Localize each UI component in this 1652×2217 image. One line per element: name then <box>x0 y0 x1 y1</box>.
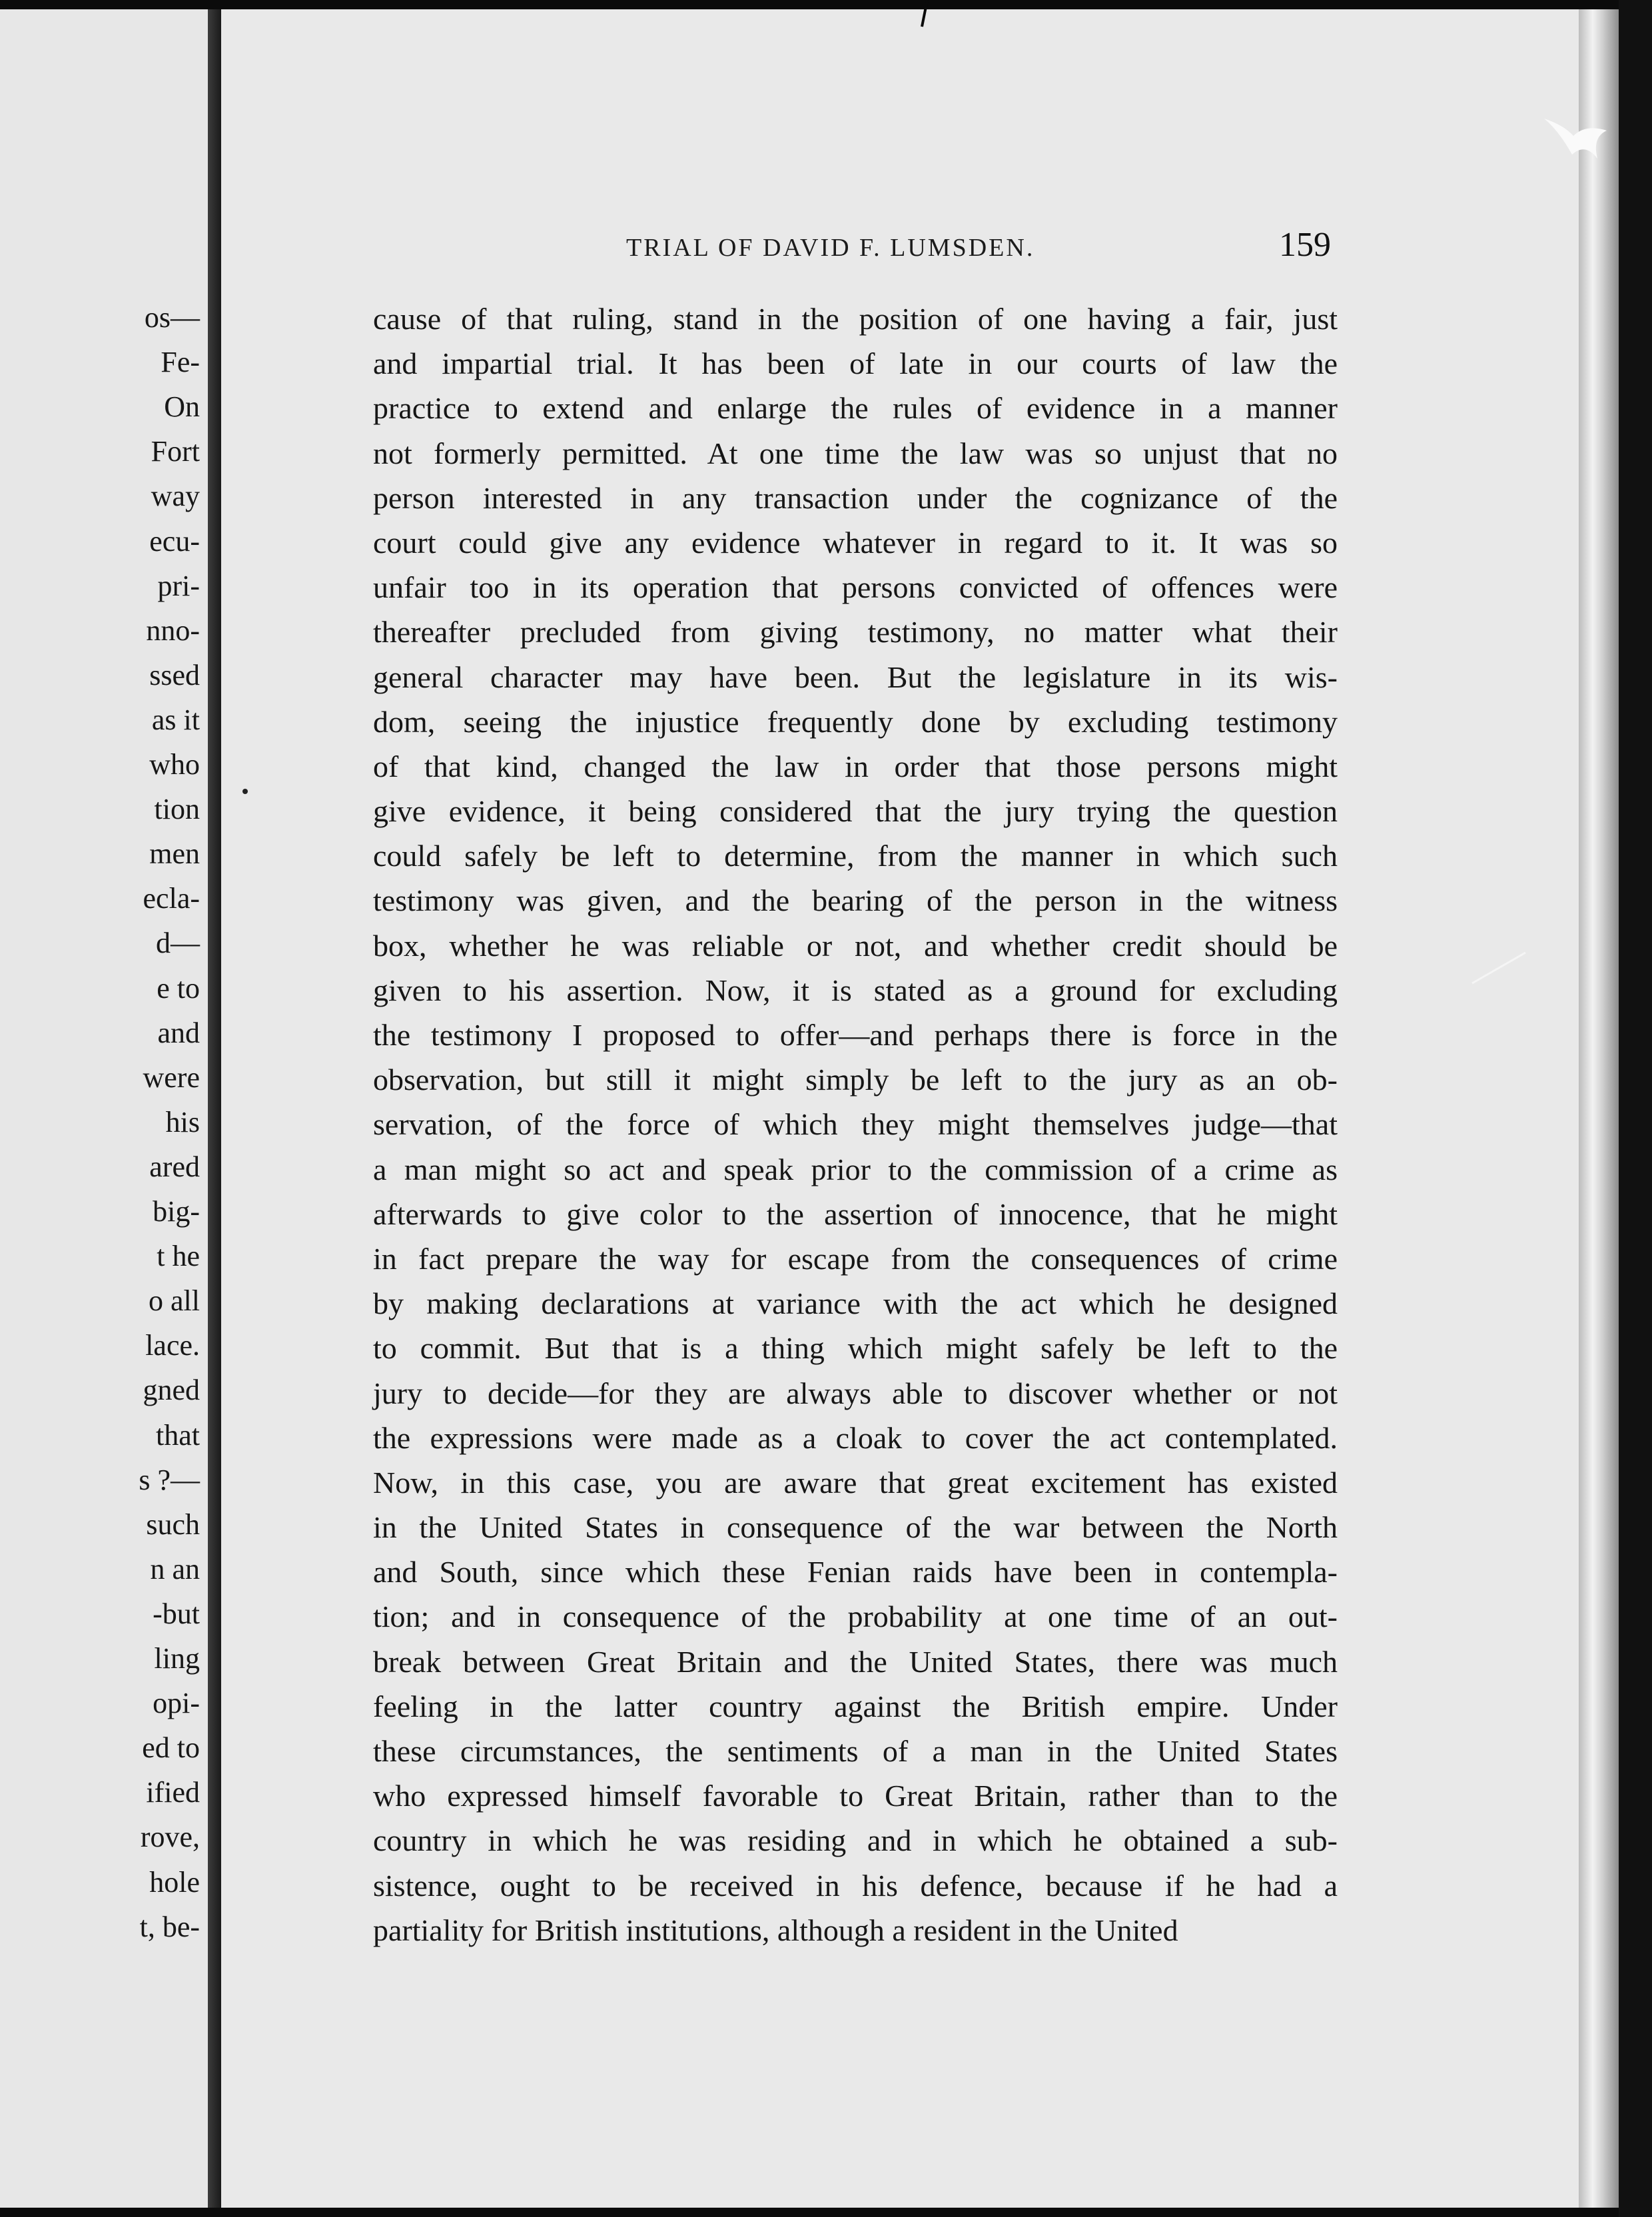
body-text <box>373 296 1338 1953</box>
left-page-fragment: were <box>143 1061 200 1094</box>
text-line: cause of that ruling, stand in the position of one having a fair, just <box>373 302 1338 336</box>
left-page-fragment: that <box>156 1418 200 1452</box>
text-line: person interested in any transaction under the cognizance of the <box>373 480 1338 515</box>
text-line: and South, since which these Fenian raids have been in contempla- <box>373 1555 1338 1589</box>
page-number: 159 <box>1279 226 1331 264</box>
page-stack-edge <box>1579 9 1619 2208</box>
text-line: general character may have been. But the legislature in its wis- <box>373 660 1338 694</box>
text-line: in the United States in consequence of the war between the North <box>373 1510 1338 1545</box>
text-line: the expressions were made as a cloak to cover the act contemplated. <box>373 1420 1338 1455</box>
left-page-fragment: as it <box>151 703 200 736</box>
text-line: these circumstances, the sentiments of a man in the United States <box>373 1734 1338 1768</box>
text-line: Now, in this case, you are aware that great excitement has existed <box>373 1465 1338 1500</box>
left-page-fragment: n an <box>150 1552 200 1585</box>
left-page-fragment: o all <box>149 1284 200 1318</box>
left-page-fragment: hole <box>149 1865 200 1899</box>
text-line: feeling in the latter country against the British empire. Under <box>373 1689 1338 1723</box>
left-page-fragment: d— <box>156 927 200 960</box>
text-line: give evidence, it being considered that the jury trying the question <box>373 794 1338 829</box>
text-line: given to his assertion. Now, it is stated as a ground for excluding <box>373 973 1338 1007</box>
left-page-fragment: ified <box>146 1776 200 1809</box>
left-page-fragment: pri- <box>157 569 200 602</box>
left-page-fragment: and <box>157 1016 200 1049</box>
text-line: thereafter precluded from giving testimony, no matter what their <box>373 615 1338 650</box>
left-page-fragment: ling <box>154 1642 200 1675</box>
text-line: partiality for British institutions, although a resident in the United <box>373 1913 1178 1947</box>
left-page-fragment: big- <box>153 1195 200 1228</box>
text-line: court could give any evidence whatever in regard to it. It was so <box>373 525 1338 560</box>
left-page-fragment: t he <box>157 1240 200 1273</box>
text-line: in fact prepare the way for escape from the consequences of crime <box>373 1241 1338 1276</box>
text-line: who expressed himself favorable to Great Britain, rather than to the <box>373 1779 1338 1813</box>
left-page-fragment: tion <box>154 793 200 826</box>
left-page-fragment: opi- <box>153 1687 200 1720</box>
text-line: not formerly permitted. At one time the law was so unjust that no <box>373 436 1338 470</box>
left-page-fragment: ecla- <box>143 882 200 915</box>
running-head: TRIAL OF DAVID F. LUMSDEN. <box>626 234 1035 262</box>
left-page-fragment: t, be- <box>139 1910 200 1943</box>
text-line: servation, of the force of which they might themselves judge—that <box>373 1107 1338 1142</box>
text-line: tion; and in consequence of the probability at one time of an out- <box>373 1599 1338 1634</box>
left-page-fragment: s ?— <box>139 1463 200 1496</box>
text-line: of that kind, changed the law in order that those persons might <box>373 749 1338 783</box>
text-line: observation, but still it might simply be left to the jury as an ob- <box>373 1063 1338 1097</box>
left-page-fragment: who <box>149 748 200 781</box>
left-page-fragment: nno- <box>146 614 200 647</box>
left-page-fragment: gned <box>143 1374 200 1407</box>
left-page-fragment: lace. <box>145 1329 200 1362</box>
text-line: the testimony I proposed to offer—and perhaps there is force in the <box>373 1018 1338 1052</box>
text-line: sistence, ought to be received in his defence, because if he had a <box>373 1868 1338 1903</box>
text-line: unfair too in its operation that persons convicted of offences were <box>373 570 1338 605</box>
text-line: practice to extend and enlarge the rules of evidence in a manner <box>373 391 1338 426</box>
previous-page-strip <box>0 9 208 2208</box>
scan-top-border <box>0 0 1652 9</box>
left-page-fragment: ssed <box>149 658 200 691</box>
text-line: dom, seeing the injustice frequently done by excluding testimony <box>373 704 1338 739</box>
left-page-fragment: Fort <box>151 435 200 468</box>
left-page-fragment: men <box>149 837 200 871</box>
left-page-fragment: rove, <box>140 1821 200 1854</box>
left-page-fragment: ared <box>149 1150 200 1183</box>
text-line: afterwards to give color to the assertion of innocence, that he might <box>373 1196 1338 1231</box>
text-line: break between Great Britain and the United States, there was much <box>373 1644 1338 1679</box>
scan-right-border <box>1619 0 1652 2217</box>
left-page-fragment: ed to <box>142 1731 200 1765</box>
left-page-fragment: his <box>165 1105 200 1138</box>
text-line: a man might so act and speak prior to the commission of a crime as <box>373 1152 1338 1186</box>
text-line: testimony was given, and the bearing of the person in the witness <box>373 883 1338 918</box>
book-gutter <box>208 9 221 2208</box>
left-page-fragment: e to <box>157 971 200 1005</box>
text-line: could safely be left to determine, from the manner in which such <box>373 839 1338 873</box>
left-page-fragment: Fe- <box>161 346 200 379</box>
text-line: box, whether he was reliable or not, and whether credit should be <box>373 928 1338 963</box>
text-line: by making declarations at variance with the act which he designed <box>373 1286 1338 1321</box>
left-page-fragment: os— <box>144 301 200 334</box>
text-line: country in which he was residing and in which he obtained a sub- <box>373 1823 1338 1858</box>
left-page-fragment: such <box>146 1508 200 1541</box>
text-line: to commit. But that is a thing which might safely be left to the <box>373 1331 1338 1366</box>
left-page-fragment: way <box>151 480 200 513</box>
left-page-fragment: -but <box>153 1597 200 1630</box>
left-page-fragment: ecu- <box>149 524 200 558</box>
text-line: jury to decide—for they are always able to discover whether or not <box>373 1376 1338 1410</box>
left-page-fragment: On <box>164 390 200 424</box>
text-line: and impartial trial. It has been of late in our courts of law the <box>373 346 1338 381</box>
